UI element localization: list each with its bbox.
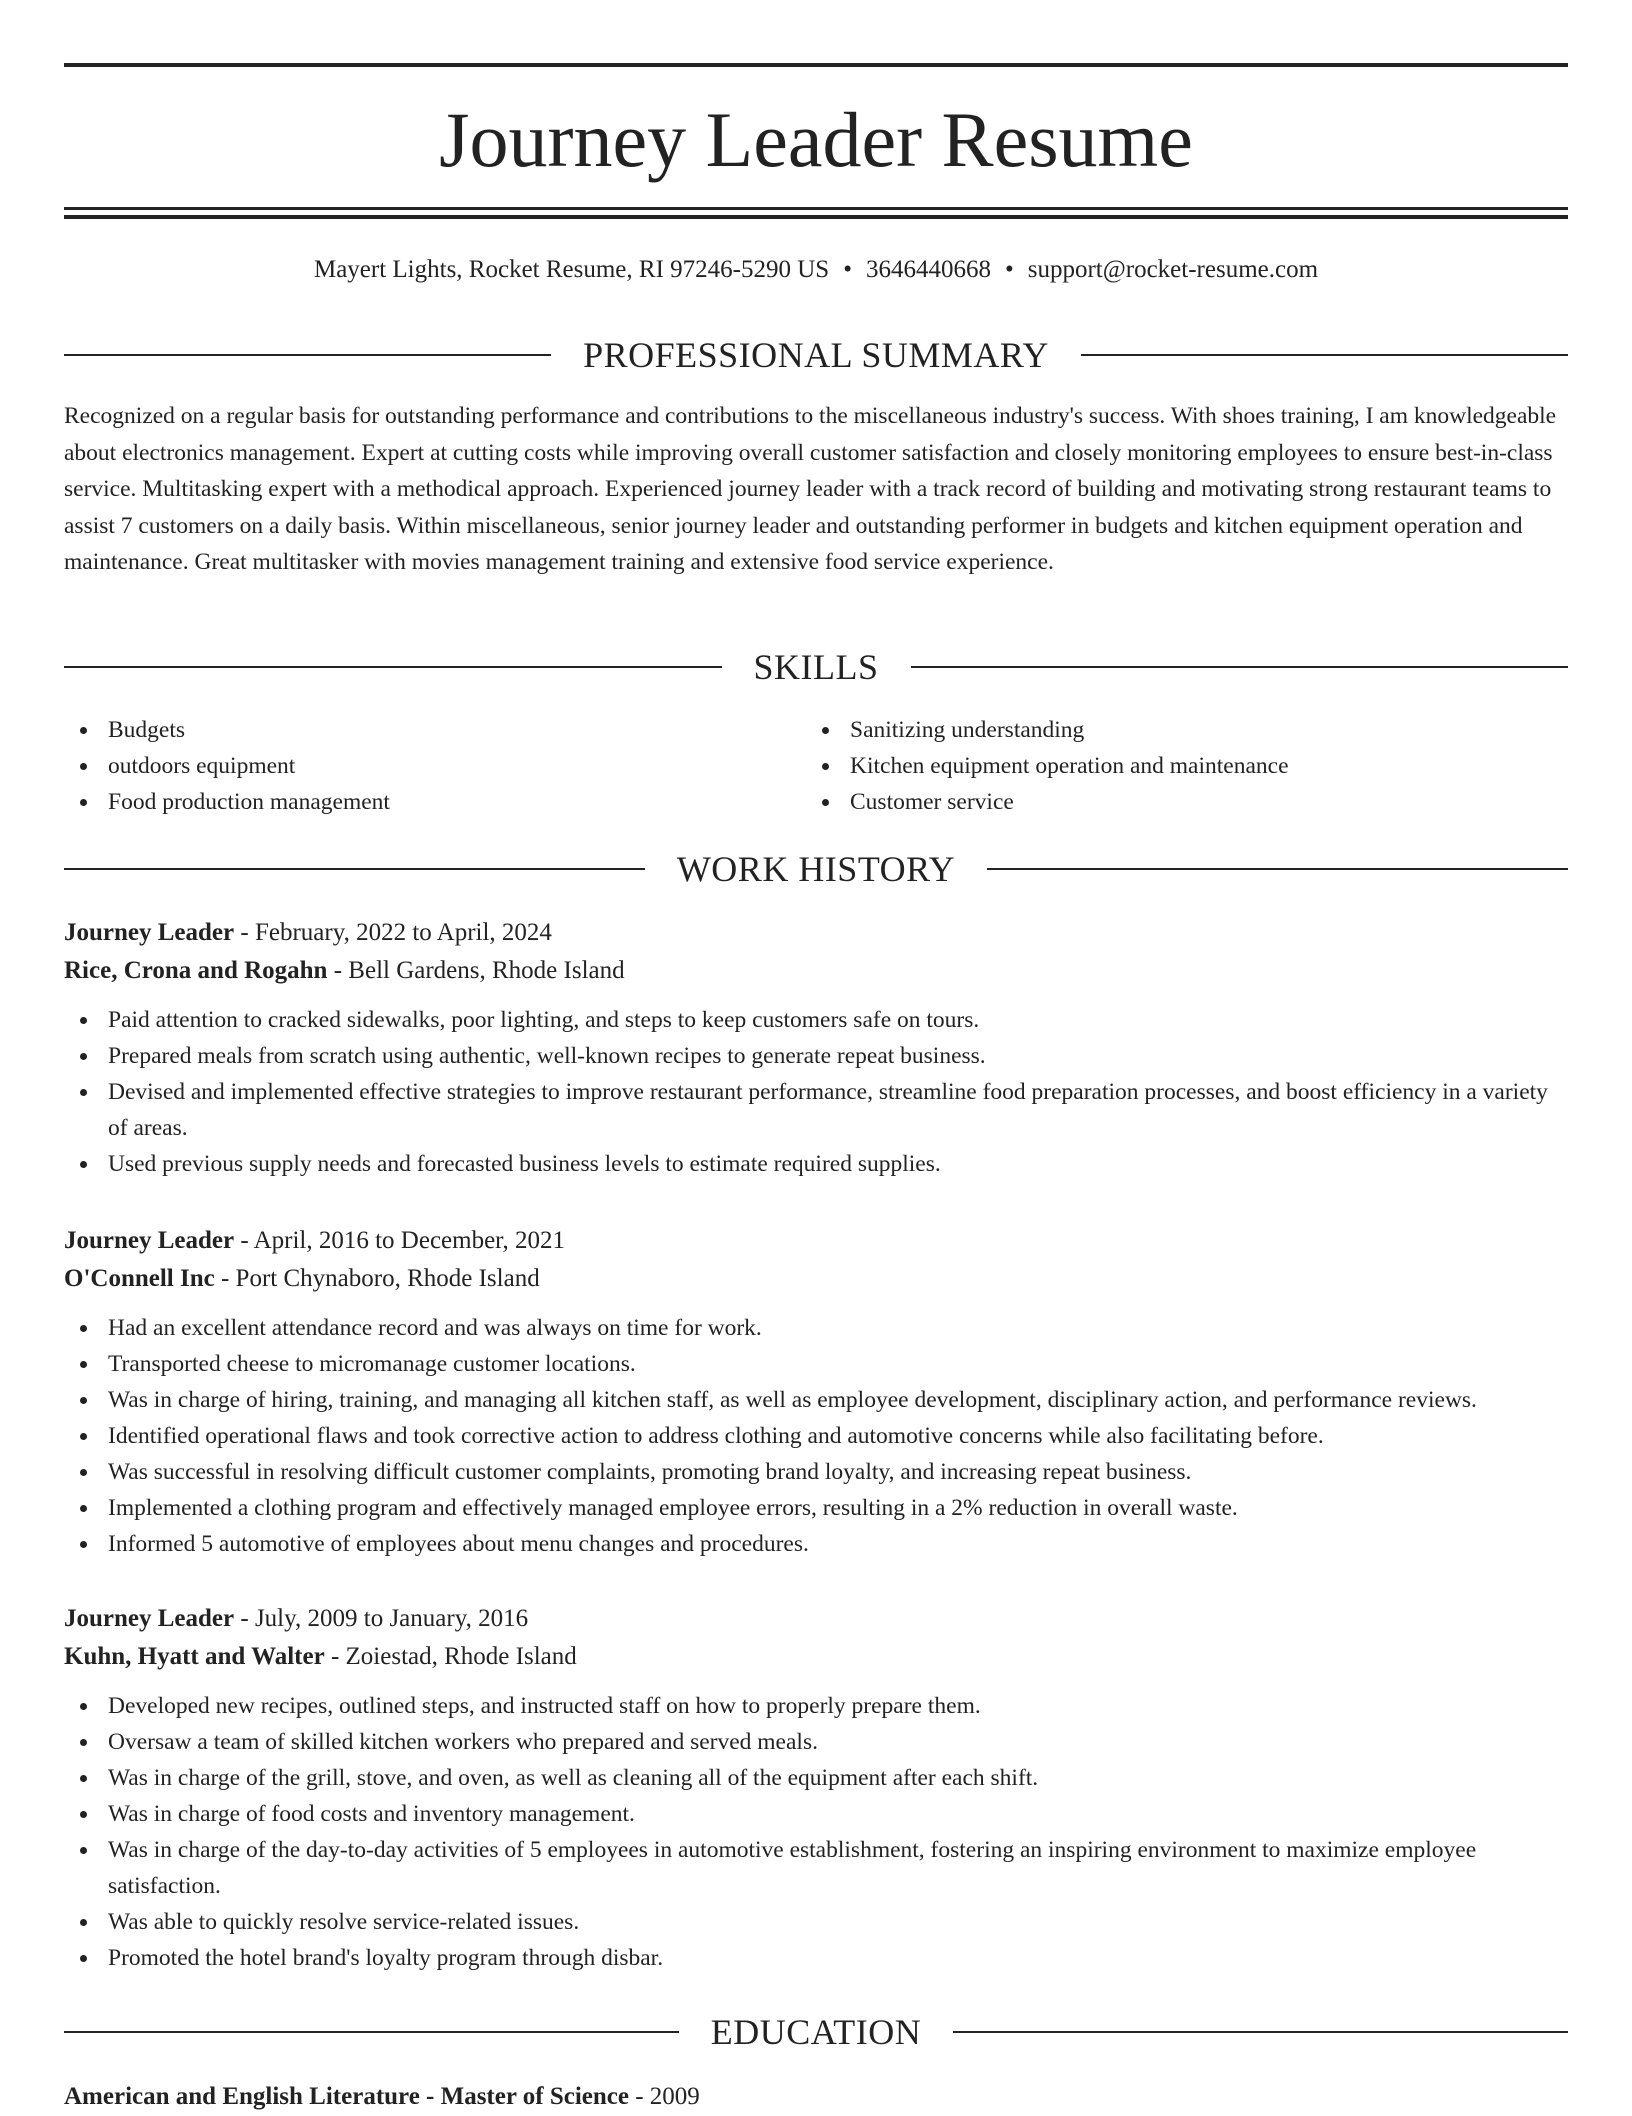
skill-item: Food production management [64,784,804,820]
contact-separator: • [843,256,852,283]
duty-item: Devised and implemented effective strategies to improve restaurant performance, streamline food preparation processes, and boost efficiency in a variety of areas. [64,1074,1568,1146]
heading-rule [987,868,1568,870]
contact-address: Mayert Lights, Rocket Resume, RI 97246-5290 US [313,256,830,283]
skills-list-right [806,712,1568,820]
top-divider [64,63,1568,67]
duty-item: Was in charge of the grill, stove, and oven, as well as cleaning all of the equipment after each shift. [64,1760,1568,1796]
section-title: WORK HISTORY [676,849,956,889]
job-title: Journey Leader [64,1227,235,1254]
job-company: Kuhn, Hyatt and Walter [64,1643,325,1670]
duty-item: Informed 5 automotive of employees about menu changes and procedures. [64,1526,1568,1562]
duty-item: Was in charge of food costs and inventory management. [64,1796,1568,1832]
job-dates: - July, 2009 to January, 2016 [234,1605,529,1632]
skill-item: Customer service [806,784,1568,820]
skill-item: outdoors equipment [64,748,804,784]
education-entry [64,2078,700,2116]
job-location: - Port Chynaboro, Rhode Island [214,1265,540,1292]
job-company-line [64,1260,1568,1298]
duty-item: Developed new recipes, outlined steps, and instructed staff on how to properly prepare them. [64,1688,1568,1724]
job-entry [64,1600,1568,1976]
duty-item: Was in charge of the day-to-day activities of 5 employees in automotive establishment, fostering an inspiring environment to maximize employee satisfaction. [64,1832,1568,1904]
job-duties [64,1002,1568,1182]
summary-text: Recognized on a regular basis for outstanding performance and contributions to the miscellaneous industry's success. With shoes training, I am knowledgeable about electronics management. Expert at cutting costs while improving overall customer satisfaction and closely monitoring employees to ensure best-in-class service. Multitasking expert with a methodical approach. Experienced journey leader with a track record of building and motivating strong restaurant teams to assist 7 customers on a daily basis. Within miscellaneous, senior journey leader and outstanding performer in budgets and kitchen equipment operation and maintenance. Great multitasker with movies management training and extensive food service experience. [64,403,1557,575]
job-location: - Zoiestad, Rhode Island [324,1643,577,1670]
job-entry [64,914,1568,1182]
heading-rule [1081,354,1568,356]
education-year: - 2009 [628,2083,700,2110]
job-location: - Bell Gardens, Rhode Island [327,957,625,984]
job-title: Journey Leader [64,919,235,946]
skill-item: Sanitizing understanding [806,712,1568,748]
contact-email: support@rocket-resume.com [1027,256,1319,283]
education-degree: American and English Literature - Master of Science [64,2083,629,2110]
job-title-line [64,914,1568,952]
contact-line [64,253,1568,287]
contact-separator: • [1004,256,1014,283]
job-dates: - February, 2022 to April, 2024 [234,919,552,946]
duty-item: Oversaw a team of skilled kitchen workers who prepared and served meals. [64,1724,1568,1760]
heading-rule [64,868,645,870]
section-heading-education [64,2008,1568,2056]
title-divider-lower [64,215,1568,219]
job-company-line [64,1638,1568,1676]
job-title-line [64,1222,1568,1260]
section-title: PROFESSIONAL SUMMARY [583,335,1049,375]
job-company-line [64,952,1568,990]
job-dates: - April, 2016 to December, 2021 [234,1227,565,1254]
duty-item: Prepared meals from scratch using authentic, well-known recipes to generate repeat business. [64,1038,1568,1074]
duty-item: Used previous supply needs and forecasted business levels to estimate required supplies. [64,1146,1568,1182]
job-title: Journey Leader [64,1605,235,1632]
section-title: EDUCATION [710,2012,922,2052]
heading-rule [64,2031,679,2033]
job-company: O'Connell Inc [64,1265,215,1292]
duty-item: Promoted the hotel brand's loyalty program through disbar. [64,1940,1568,1976]
job-duties [64,1688,1568,1976]
job-title-line [64,1600,1568,1638]
duty-item: Identified operational flaws and took corrective action to address clothing and automotive concerns while also facilitating before. [64,1418,1568,1454]
heading-rule [911,666,1569,668]
duty-item: Was successful in resolving difficult customer complaints, promoting brand loyalty, and increasing repeat business. [64,1454,1568,1490]
section-title: SKILLS [753,647,879,687]
section-heading-skills [64,643,1568,691]
section-heading-summary [64,331,1568,379]
heading-rule [64,354,551,356]
job-company: Rice, Crona and Rogahn [64,957,328,984]
resume-title: Journey Leader Resume [439,96,1193,183]
duty-item: Had an excellent attendance record and was always on time for work. [64,1310,1568,1346]
job-duties [64,1310,1568,1562]
title-divider-upper [64,207,1568,210]
duty-item: Paid attention to cracked sidewalks, poor lighting, and steps to keep customers safe on tours. [64,1002,1568,1038]
duty-item: Transported cheese to micromanage customer locations. [64,1346,1568,1382]
job-entry [64,1222,1568,1562]
skills-list-left [64,712,804,820]
skill-item: Kitchen equipment operation and maintenance [806,748,1568,784]
skill-item: Budgets [64,712,804,748]
section-heading-work [64,845,1568,893]
duty-item: Was in charge of hiring, training, and managing all kitchen staff, as well as employee development, disciplinary action, and performance reviews. [64,1382,1568,1418]
heading-rule [64,666,722,668]
contact-phone: 3646440668 [865,256,991,283]
duty-item: Implemented a clothing program and effectively managed employee errors, resulting in a 2% reduction in overall waste. [64,1490,1568,1526]
heading-rule [953,2031,1568,2033]
duty-item: Was able to quickly resolve service-related issues. [64,1904,1568,1940]
